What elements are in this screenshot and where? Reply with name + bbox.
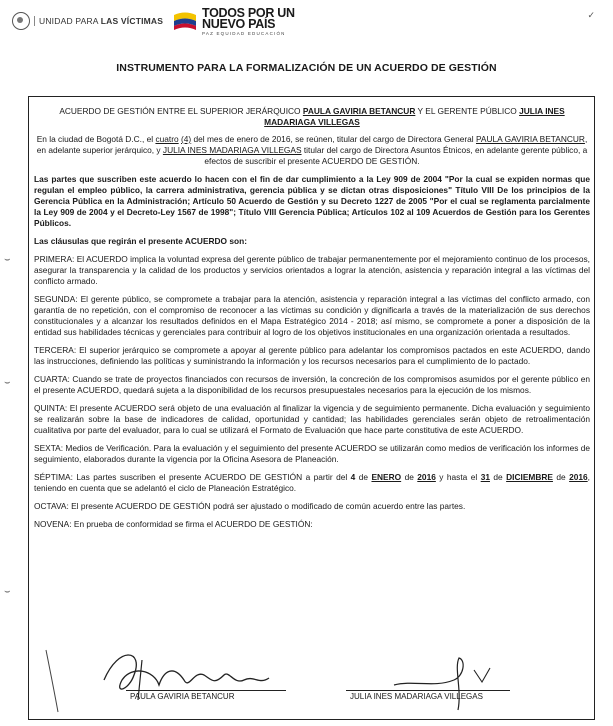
colombia-seal-icon: [12, 12, 30, 30]
clause-sexta: SEXTA: Medios de Verificación. Para la evaluación y el seguimiento del presente ACUERDO se utilizarán como medios de verificación los informes de seguimiento, elaborados durante la vigencia por la Oficina Asesora de Planeación.: [34, 443, 590, 464]
clause-segunda: SEGUNDA: El gerente público, se compromete a trabajar para la atención, asistencia y reparación integral a las víctimas del conflicto armado, con garantía de no repetición, con el compromiso de reconocer a las víctimas su condición y dignificarla a través de la materialización de sus derechos constitucionales y a alcanzar los resultados definidos en el Mapa Estratégico 2014 - 2018; así mismo, se compromete a poner a disposición de la entidad sus habilidades técnicas y gerenciales para contribuir al logro de los objetivos institucionales en una organización orientada a resultados.: [34, 294, 590, 337]
signature-line-gerente: [346, 690, 510, 691]
todos-por-un-nuevo-pais-logo: [172, 8, 295, 36]
tricolor-flag-icon: [172, 11, 198, 33]
unidad-victimas-logo: [12, 12, 163, 30]
logo-line-2: NUEVO PAÍS: [202, 17, 276, 31]
clause-octava: OCTAVA: El presente ACUERDO DE GESTIÓN podrá ser ajustado o modificado de común acuerdo entre las partes.: [34, 501, 466, 511]
clause-quinta: QUINTA: El presente ACUERDO será objeto de una evaluación al finalizar la vigencia y de seguimiento permanente. Dicha evaluación y seguimiento se realizarán sobre la base de indicadores de calidad, oportunidad y cantidad; las habilidades gerenciales serán objeto de retroalimentación cualitativa por parte del evaluador, para lo cual se utilizará el Formato de Evaluación que hace parte constitutiva de este ACUERDO.: [34, 403, 590, 435]
margin-mark-icon: ⌣: [4, 586, 11, 597]
logo-subtitle: PAZ EQUIDAD EDUCACIÓN: [202, 31, 286, 36]
handwritten-signatures: [34, 640, 590, 720]
gerente-name: JULIA INES MADARIAGA VILLEGAS: [264, 106, 565, 127]
clause-cuarta: CUARTA: Cuando se trate de proyectos financiados con recursos de inversión, la concreción de los compromisos asumidos por el gerente público en el presente ACUERDO, quedará sujeta a la disponibilidad de los recursos presupuestales necesarios para la ejecución de los mismos.: [34, 374, 590, 395]
unidad-victimas-logo-text: UNIDAD PARA LAS VÍCTIMAS: [34, 16, 163, 26]
margin-mark-icon: ⌣: [4, 377, 11, 388]
document-title: INSTRUMENTO PARA LA FORMALIZACIÓN DE UN ACUERDO DE GESTIÓN: [116, 62, 497, 74]
intro-paragraph: En la ciudad de Bogotá D.C., el cuatro (4) del mes de enero de 2016, se reúnen, titular del cargo de Directora General PAULA GAVIRIA BETANCUR, en adelante superior jerárquico, y JULIA INES MADARIAGA VILLEGAS titular del cargo de Directora Asuntos Étnicos, en adelante gerente público, a efectos de suscribir el presente ACUERDO DE GESTIÓN.: [36, 134, 588, 166]
superior-name: PAULA GAVIRIA BETANCUR: [302, 106, 416, 116]
clause-novena: NOVENA: En prueba de conformidad se firma el ACUERDO DE GESTIÓN:: [34, 519, 313, 529]
clause-septima: SÉPTIMA: Las partes suscriben el presente ACUERDO DE GESTIÓN a partir del 4 de ENERO de 2016 y hasta el 31 de DICIEMBRE de 2016, teniendo en cuenta que se adelantó el ciclo de Planeación Estratégico.: [34, 472, 590, 493]
signature-line-superior: [126, 690, 286, 691]
agreement-heading: ACUERDO DE GESTIÓN ENTRE EL SUPERIOR JERÁRQUICO PAULA GAVIRIA BETANCUR Y EL GERENTE PÚBLICO JULIA INES MADARIAGA VILLEGAS: [59, 106, 565, 127]
signatory-superior: PAULA GAVIRIA BETANCUR: [130, 692, 235, 701]
logo-line-1: TODOS POR UN: [202, 6, 295, 20]
check-mark-icon: ✓: [587, 10, 595, 20]
margin-mark-icon: ⌣: [4, 254, 11, 265]
clause-tercera: TERCERA: El superior jerárquico se compromete a apoyar al gerente público para adelantar los compromisos pactados en este ACUERDO, dando las instrucciones, definiendo las políticas y suministrando la información y los recursos necesarios para el cumplimiento de lo pactado.: [34, 345, 590, 366]
legal-basis-paragraph: Las partes que suscriben este acuerdo lo hacen con el fin de dar cumplimiento a la Ley 909 de 2004 "Por la cual se expiden normas que regulan el empleo público, la carrera administrativa, gerencia pública y se dictan otras disposiciones" Título VIII De los principios de la Gerencia Pública en la Administración; Artículo 50 Acuerdo de Gestión y su Decreto 1227 de 2005 "Por el cual se reglamenta parcialmente la Ley 909 de 2004 y el Decreto-Ley 1567 de 1998"; Título VIII Gerencia Pública; Artículos 102 al 109 Acuerdos de Gestión para los Gerentes Públicos.: [34, 174, 590, 228]
signature-block: [34, 640, 590, 720]
clause-primera: PRIMERA: El ACUERDO implica la voluntad expresa del gerente público de trabajar permanentemente por el mejoramiento continuo de los procesos, asegurar la transparencia y la calidad de los productos y servicios orientados a lograr la atención, asistencia y reparación integral a las víctimas del conflicto armado.: [34, 254, 590, 286]
agreement-body: [34, 106, 590, 537]
clauses-heading: Las cláusulas que regirán el presente ACUERDO son:: [34, 236, 247, 246]
signatory-gerente: JULIA INES MADARIAGA VILLEGAS: [350, 692, 483, 701]
